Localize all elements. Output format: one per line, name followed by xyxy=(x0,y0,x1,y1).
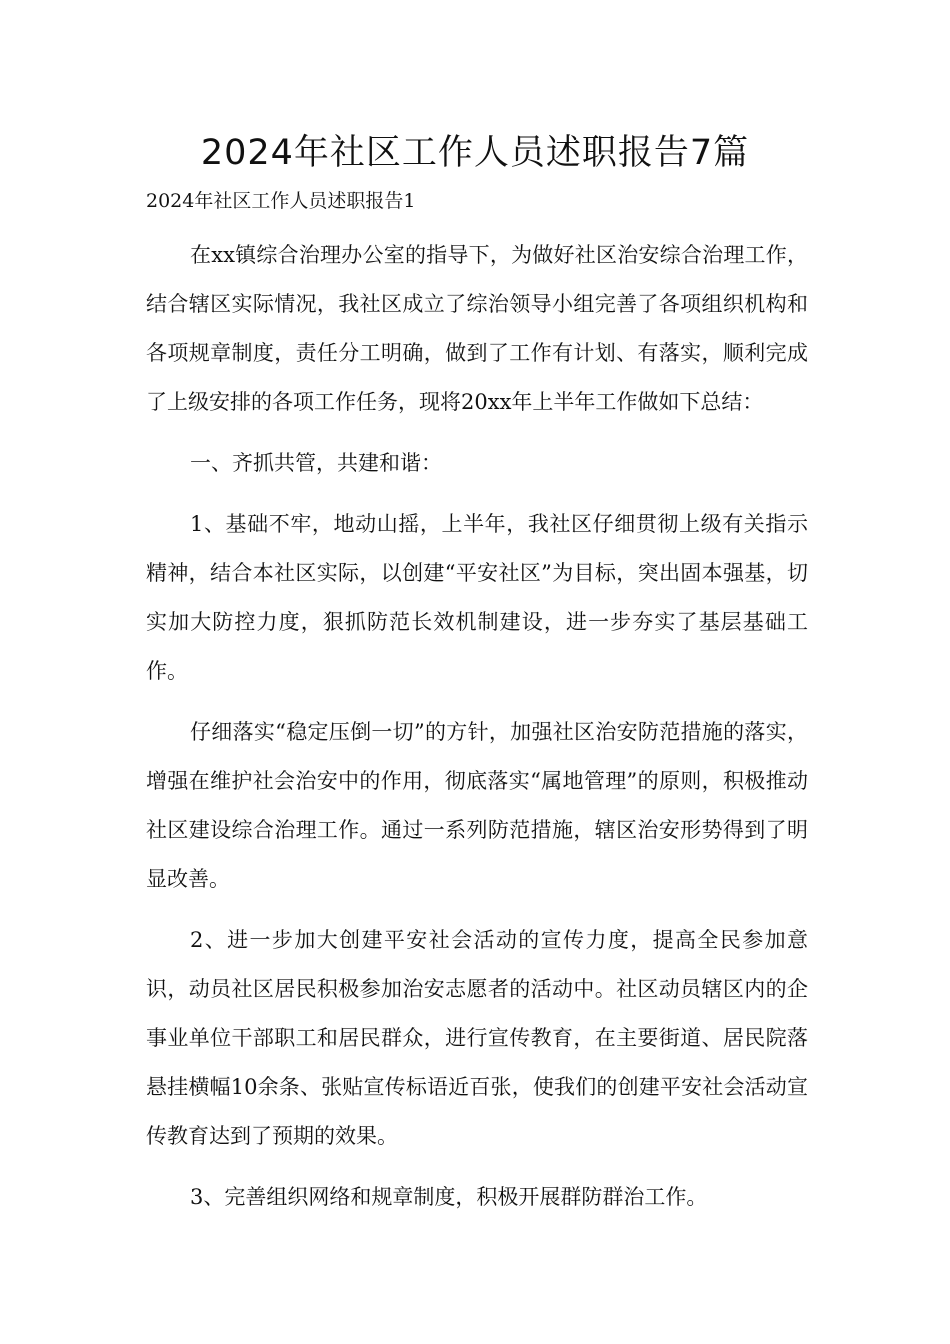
section-heading: 2024年社区工作人员述职报告1 xyxy=(146,190,416,212)
document-title: 2024年社区工作人员述职报告7篇 xyxy=(200,133,750,173)
paragraph-item-1: 1、基础不牢，地动山摇，上半年，我社区仔细贯彻上级有关指示精神，结合本社区实际，以创建“平安社区”为目标，突出固本强基，切实加大防控力度，狠抓防范长效机制建设，进一步夯实了基层基础工作。 xyxy=(146,512,808,683)
paragraph-item-3: 3、完善组织网络和规章制度，积极开展群防群治工作。 xyxy=(190,1185,708,1209)
paragraph-item-2: 2、进一步加大创建平安社会活动的宣传力度，提高全民参加意识，动员社区居民积极参加治安志愿者的活动中。社区动员辖区内的企事业单位干部职工和居民群众，进行宣传教育，在主要街道、居民院落悬挂横幅10余条、张贴宣传标语近百张，使我们的创建平安社会活动宣传教育达到了预期的效果。 xyxy=(146,928,808,1148)
paragraph-policy: 仔细落实“稳定压倒一切”的方针，加强社区治安防范措施的落实，增强在维护社会治安中的作用，彻底落实“属地管理”的原则，积极推动社区建设综合治理工作。通过一系列防范措施，辖区治安形势得到了明显改善。 xyxy=(146,720,808,891)
document-body xyxy=(146,231,808,1222)
paragraph-intro: 在xx镇综合治理办公室的指导下，为做好社区治安综合治理工作，结合辖区实际情况，我社区成立了综治领导小组完善了各项组织机构和各项规章制度，责任分工明确，做到了工作有计划、有落实，顺利完成了上级安排的各项工作任务，现将20xx年上半年工作做如下总结： xyxy=(146,243,808,414)
paragraph-heading-1: 一、齐抓共管，共建和谐： xyxy=(190,451,442,475)
